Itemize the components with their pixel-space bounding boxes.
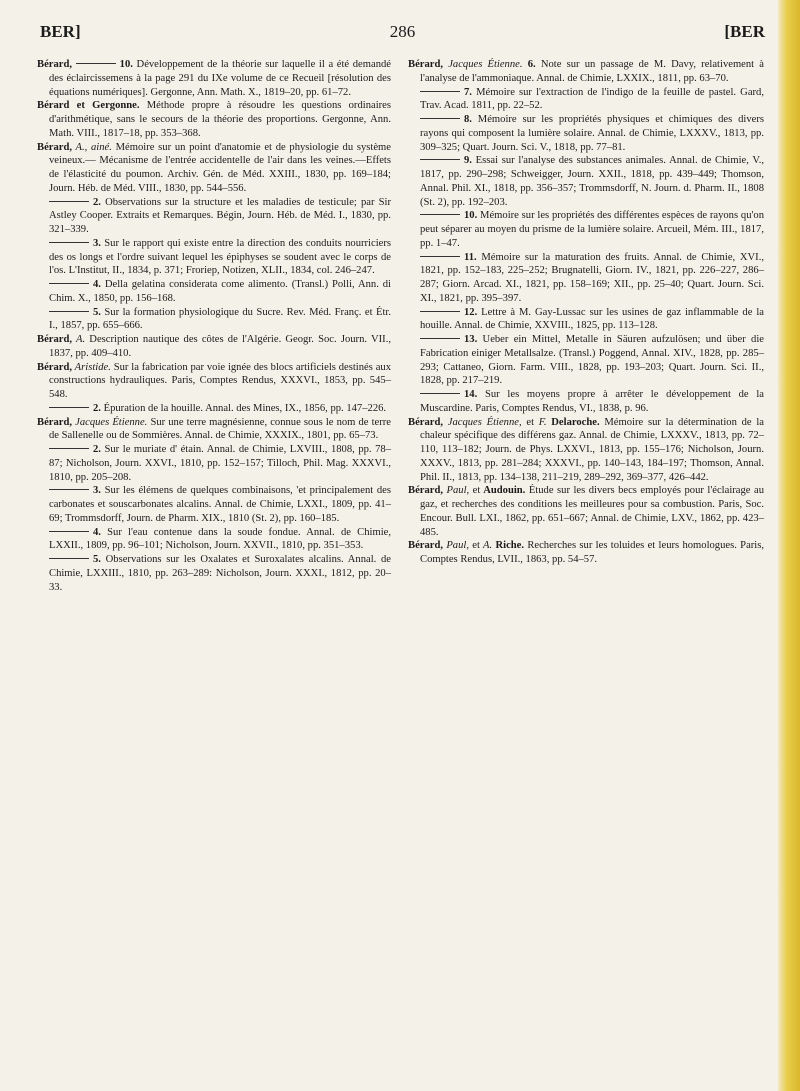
ditto-dash xyxy=(420,159,460,160)
entry-text: Sur le rapport qui existe entre la direction des conduits nourriciers des os longs et l'ordre suivant lequel les épiphyses se soudent avec le corps de l'os. L'Institut, II., 1834, p. 371; Froriep, Notizen, XLII., 1834, col. 246–247. xyxy=(49,237,391,277)
bibliography-entry xyxy=(37,141,391,196)
bibliography-entry xyxy=(37,196,391,237)
entry-text: Description nautique des côtes de l'Algérie. Geogr. Soc. Journ. VII., 1837, pp. 409–410. xyxy=(49,334,391,359)
bibliography-entry xyxy=(37,58,391,99)
bibliography-entry xyxy=(37,526,391,554)
ditto-dash xyxy=(49,531,89,532)
bibliography-entry xyxy=(37,484,391,525)
ditto-dash xyxy=(49,311,89,312)
bibliography-entry xyxy=(408,58,764,86)
bibliography-entry xyxy=(37,402,391,416)
bibliography-entry xyxy=(408,154,764,209)
page-edge-binding xyxy=(778,0,800,1091)
entry-author-given: Paul, xyxy=(443,485,470,497)
entry-connector: et xyxy=(521,416,535,428)
entry-text: Mémoire sur les propriétés physiques et chimiques des divers rayons qui composent la lumière solaire. Annal. de Chimie, LXXXV., 1813, pp. 309–325; Quart. Journ. Sci. V., 1818, pp. 77–81. xyxy=(420,114,764,153)
right-column xyxy=(408,58,764,567)
entry-text: Sur l'eau contenue dans la soude fondue. Annal. de Chimie, LXXII., 1809, pp. 96–101; Nicholson, Journ. XXVII., 1810, pp. 351–353. xyxy=(49,526,391,552)
ditto-dash xyxy=(420,311,460,312)
entry-author: Bérard, xyxy=(408,416,444,428)
ditto-dash xyxy=(76,63,116,64)
entry-text: Observations sur les Oxalates et Suroxalates alcalins. Annal. de Chimie, LXXIII., 1810, pp. 263–289: Nicholson, Journ. XXXI., 1812, pp. 20–33. xyxy=(49,554,391,593)
entry-text: Della gelatina considerata come alimento. (Transl.) Polli, Ann. di Chim. X., 1850, pp. 156–168. xyxy=(49,279,391,304)
entry-text: Recherches sur les toluides et leurs homologues. Paris, Comptes Rendus, LVII., 1863, pp. 54–57. xyxy=(420,540,765,565)
entry-number: 12. xyxy=(464,306,478,318)
left-column xyxy=(37,58,391,594)
entry-text: Sur le muriate d' étain. Annal. de Chimie, LXVIII., 1808, pp. 78–87; Nicholson, Journ. XXVI., 1810, pp. 152–157; Tilloch, Phil. Mag. XXXVI., 1810, pp. 205–208. xyxy=(49,444,391,483)
entry-author-given: Paul, xyxy=(443,540,469,552)
entry-author-given: Jacques Étienne. xyxy=(443,59,523,70)
entry-author: Bérard, xyxy=(37,59,73,70)
ditto-dash xyxy=(49,201,89,202)
entry-number: 2. xyxy=(93,196,101,208)
bibliography-entry xyxy=(37,99,391,140)
entry-author-given: Jacques Étienne. xyxy=(72,416,148,428)
bibliography-entry xyxy=(408,113,764,154)
bibliography-entry xyxy=(408,333,764,388)
entry-number: 6. xyxy=(522,59,536,70)
ditto-dash xyxy=(49,489,89,490)
entry-number: 13. xyxy=(464,334,478,345)
entry-text: Mémoire sur les propriétés des différentes espèces de rayons qu'on peut séparer au moyen du prisme de la lumière solaire. Arcueil, Mém. III., 1817, pp. 1–47. xyxy=(420,210,764,249)
entry-author: Bérard, xyxy=(37,141,73,153)
entry-number: 10. xyxy=(119,59,133,70)
entry-number: 2. xyxy=(93,444,101,455)
bibliography-entry xyxy=(408,209,764,250)
entry-number: 4. xyxy=(93,526,101,538)
ditto-dash xyxy=(420,91,460,92)
entry-connector: et xyxy=(468,540,480,552)
ditto-dash xyxy=(420,338,460,339)
bibliography-entry xyxy=(37,237,391,278)
entry-coauthor-given: A. xyxy=(479,540,493,552)
bibliography-entry xyxy=(37,278,391,306)
entry-text: Essai sur l'analyse des substances animales. Annal. de Chimie, V., 1817, pp. 290–298; Schweigger, Journ. XXII., 1818, pp. 439–449; Thomson, Annal. Phil. XI., 1818, pp. 356–357; Trommsdorff, N. Journ. d. Pharm. II., 1808 (St. 2), pp. 192–203. xyxy=(420,155,764,208)
entry-author-given: A. xyxy=(72,334,86,345)
entry-number: 7. xyxy=(464,86,472,98)
ditto-dash xyxy=(420,393,460,394)
bibliography-entry xyxy=(408,416,764,485)
bibliography-entry xyxy=(408,388,764,416)
entry-number: 5. xyxy=(93,306,101,318)
ditto-dash xyxy=(49,283,89,284)
entry-text: Note sur un passage de M. Davy, relativement à l'analyse de l'ammoniaque. Annal. de Chimie, LXXIX., 1811, pp. 63–70. xyxy=(420,59,765,84)
entry-connector: et xyxy=(469,485,481,497)
bibliography-entry xyxy=(37,361,391,402)
entry-author: Bérard, xyxy=(408,59,444,70)
entry-text: Développement de la théorie sur laquelle il a été demandé des éclaircissemens à la page 291 du IXe volume de ce Recueil [résolution des équations numériques]. Gergonne, Ann. Math. X., 1819–20, pp. 61–72. xyxy=(49,59,391,98)
entry-text: Mémoire sur l'extraction de l'indigo de la feuille de pastel. Gard, Trav. Acad. 1811, pp. 22–52. xyxy=(420,86,764,112)
header-right: [BER xyxy=(724,22,765,41)
entry-number: 2. xyxy=(93,402,101,414)
entry-coauthor-given: F. xyxy=(534,416,547,428)
entry-number: 14. xyxy=(464,389,478,400)
entry-number: 5. xyxy=(93,554,101,565)
ditto-dash xyxy=(49,448,89,449)
entry-number: 11. xyxy=(464,251,477,263)
entry-text: Observations sur la structure et les maladies de testicule; par Sir Astley Cooper. Extraits et Remarques. Bégin, Journ. Héb. de Méd. I., 1830, pp. 321–339. xyxy=(49,196,391,235)
entry-coauthor: Riche. xyxy=(492,540,525,552)
ditto-dash xyxy=(49,407,89,408)
ditto-dash xyxy=(49,558,89,559)
entry-author: Bérard, xyxy=(37,416,73,428)
entry-text: Ueber ein Mittel, Metalle in Säuren aufzulösen; und über die Fabrication einiger Metallsalze. (Transl.) Poggend, Annal. XIV., 1828, pp. 285–293; Cattaneo, Giorn. Farm. VIII., 1828, pp. 193–203; Quart. Journ. Sci. II., 1828, pp. 217–219. xyxy=(420,334,764,387)
entry-text: Sur les élémens de quelques combinaisons, 'et principalement des carbonates et souscarbonates alcalins. Annal. de Chimie, LXXI., 1809, pp. 41–69; Trommsdorff, Journ. de Pharm. XIX., 1810 (St. 2), pp. 160–185. xyxy=(49,485,391,524)
entry-author-given: Jacques Étienne, xyxy=(443,416,522,428)
entry-text: Mémoire sur la détermination de la chaleur spécifique des différens gaz. Annal. de Chimie, LXXXV., 1813, pp. 72–110, 113–182; Journ. de Phys. LXXVI., 1813, pp. 155–176; Nicholson, Journ. XXXV., 1813, pp. 281–284; XXXVI., pp. 140–143, 184–197; Thomson, Annal. Phil. II., 1813, pp. 134–138, 211–219, 289–292, 369–377, 426–442. xyxy=(420,416,764,483)
page-header xyxy=(40,22,765,44)
entry-author-given: Aristide. xyxy=(72,361,111,373)
entry-author: Bérard, xyxy=(408,485,444,497)
entry-number: 3. xyxy=(93,237,101,249)
header-left: BER] xyxy=(40,22,81,41)
bibliography-entry xyxy=(37,553,391,594)
bibliography-entry xyxy=(37,443,391,484)
entry-number: 3. xyxy=(93,485,101,497)
bibliography-entry xyxy=(37,333,391,361)
ditto-dash xyxy=(49,242,89,243)
bibliography-entry xyxy=(408,484,764,539)
entry-text: Mémoire sur un point d'anatomie et de physiologie du système veineux.— Mécanisme de l'entrée accidentelle de l'air dans les veines.—Effets de l'élasticité du poumon. Archiv. Gén. de Méd. XXIII., 1830, pp. 169–184; Journ. Héb. de Méd. VIII., 1830, pp. 544–556. xyxy=(49,141,391,194)
bibliography-entry xyxy=(408,251,764,306)
entry-text: Sur la fabrication par voie ignée des blocs artificiels destinés aux constructions hydrauliques. Paris, Comptes Rendus, XXXVI., 1853, pp. 545–548. xyxy=(49,361,392,400)
entry-author: Bérard, xyxy=(37,361,73,373)
entry-number: 9. xyxy=(464,155,472,167)
ditto-dash xyxy=(420,256,460,257)
bibliography-entry xyxy=(408,86,764,114)
bibliography-entry xyxy=(37,416,391,444)
ditto-dash xyxy=(420,214,460,215)
entry-author: Bérard et Gergonne. xyxy=(37,100,140,112)
entry-coauthor: Delaroche. xyxy=(546,416,600,428)
entry-text: Mémoire sur la maturation des fruits. Annal. de Chimie, XVI., 1821, pp. 152–183, 225–252; Brugnatelli, Giorn. IV., 1821, pp. 226–227, 286–287; Giorn. Arcad. XI., 1821, pp. 158–169; XII., pp. 25–40; Quart. Journ. Sci. XI., 1821, pp. 395–397. xyxy=(420,251,764,304)
bibliography-entry xyxy=(408,539,764,567)
entry-author: Bérard, xyxy=(408,540,444,552)
page-number: 286 xyxy=(389,22,416,41)
entry-coauthor: Audouin. xyxy=(480,485,526,497)
entry-author: Bérard, xyxy=(37,334,73,345)
entry-text: Étude sur les divers becs employés pour l'éclairage au gaz, et recherches des conditions les meilleures pour sa combustion. Paris, Soc. Encour. Bull. LXI., 1862, pp. 651–667; Annal. de Chimie, LXV., 1862, pp. 423–485. xyxy=(420,485,764,538)
entry-text: Épuration de la houille. Annal. des Mines, IX., 1856, pp. 147–226. xyxy=(100,402,387,414)
entry-text: Lettre à M. Gay-Lussac sur les usines de gaz inflammable de la houille. Annal. de Chimie, XXVIII., 1825, pp. 113–128. xyxy=(420,306,764,332)
ditto-dash xyxy=(420,118,460,119)
entry-author-given: A., ainé. xyxy=(72,141,112,153)
bibliography-entry xyxy=(408,306,764,334)
entry-number: 4. xyxy=(93,279,101,290)
entry-text: Sur la formation physiologique du Sucre. Rev. Méd. Franç. et Étr. I., 1857, pp. 655–666. xyxy=(49,306,391,332)
bibliography-entry xyxy=(37,306,391,334)
entry-text: Méthode propre à résoudre les questions ordinaires d'arithmétique, sans le secours de la théorie des proportions. Gergonne, Ann. Math. VIII., 1817–18, pp. 353–368. xyxy=(49,100,391,139)
entry-number: 10. xyxy=(464,210,478,222)
entry-text: Sur les moyens propre à arrêter le développement de la Muscardine. Paris, Comptes Rendus, VI., 1838, p. 96. xyxy=(420,389,764,414)
entry-text: Sur une terre magnésienne, connue sous le nom de terre de Sallenelle ou de Sommières. Annal. de Chimie, XXXIX., 1801, pp. 65–73. xyxy=(49,416,391,442)
entry-number: 8. xyxy=(464,114,472,125)
